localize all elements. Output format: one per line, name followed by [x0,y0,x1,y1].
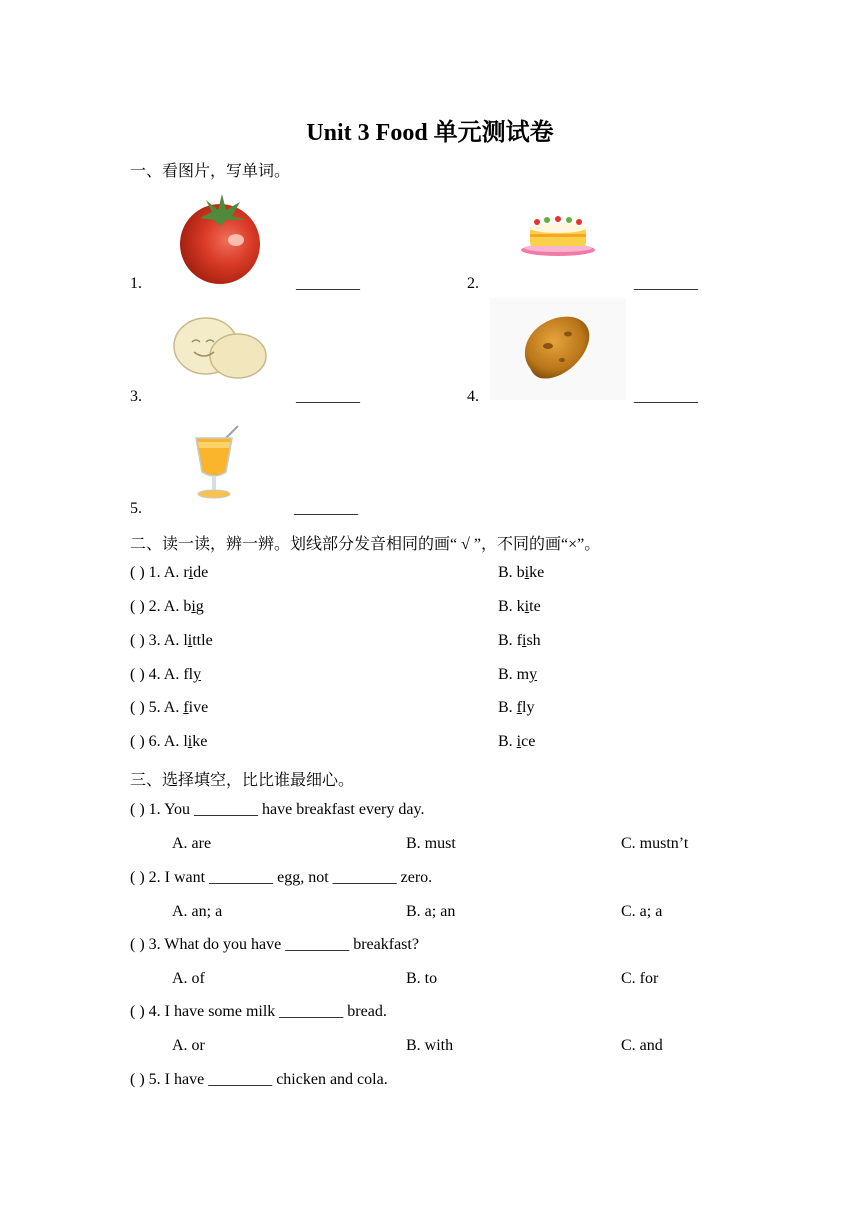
word-b-underlined: i [522,632,527,649]
question-3-option-c: C. for [621,970,659,987]
item-1-blank[interactable]: ________ [296,275,360,292]
phonics-row-6-b [498,733,535,751]
word-a-underlined: y [193,666,202,683]
item-3-blank[interactable]: ________ [296,388,360,405]
question-2-option-a: A. an; a [172,903,223,920]
phonics-prefix: ( ) 6. A. [130,733,184,750]
word-b-underlined: f [516,699,522,716]
item-3-number: 3. [130,388,142,405]
phonics-row-6-a [130,733,207,751]
phonics-prefix: ( ) 1. A. [130,564,184,581]
question-4: ( ) 4. I have some milk ________ bread. [130,1003,387,1020]
option-b-label: B. [498,632,517,649]
phonics-prefix: ( ) 4. A. [130,666,184,683]
word-b-underlined: i [524,564,530,581]
word-a-end: de [193,564,209,581]
phonics-prefix: ( ) 2. A. [130,598,184,615]
word-b-start: b [516,564,525,581]
option-b-label: B. [498,564,517,581]
option-b-label: B. [498,666,517,683]
word-a-underlined: i [188,564,194,581]
phonics-row-4-b [498,666,537,684]
word-a-end: ive [188,699,209,716]
word-a-start: r [183,564,189,581]
word-a-start: fl [183,666,194,683]
item-2-number: 2. [467,275,479,292]
phonics-row-5-b [498,699,534,717]
section1-heading: 一、看图片，写单词。 [130,163,291,180]
item-5-blank[interactable]: ________ [294,500,358,517]
word-a-underlined: f [183,699,189,716]
word-a-start: b [183,598,192,615]
question-3-option-a: A. of [172,970,205,987]
question-2-option-c: C. a; a [621,903,663,920]
word-a-underlined: i [187,733,193,750]
item-2-blank[interactable]: ________ [634,275,698,292]
option-b-label: B. [498,733,517,750]
tomato-icon [176,190,264,286]
cake-icon [519,210,597,258]
phonics-row-2-a [130,598,204,616]
question-1-option-b: B. must [406,835,456,852]
question-5: ( ) 5. I have ________ chicken and cola. [130,1071,388,1088]
juice-icon [192,424,242,500]
item-4-blank[interactable]: ________ [634,388,698,405]
word-b-end: ke [529,564,545,581]
word-b-end: ly [522,699,535,716]
word-a-start: l [183,733,188,750]
question-1: ( ) 1. You ________ have breakfast every day. [130,801,425,818]
word-b-start: m [516,666,530,683]
word-a-end: ttle [192,632,213,649]
phonics-row-1-b [498,564,544,582]
option-b-label: B. [498,699,517,716]
question-1-option-c: C. mustn’t [621,835,689,852]
word-a-underlined: i [187,632,193,649]
word-a-end: ke [192,733,208,750]
word-b-underlined: i [516,733,522,750]
potato-icon [518,312,594,384]
word-b-start: k [516,598,525,615]
option-b-label: B. [498,598,517,615]
word-b-underlined: i [524,598,530,615]
phonics-row-1-a [130,564,208,582]
word-a-start: l [183,632,188,649]
question-3-option-b: B. to [406,970,438,987]
question-3: ( ) 3. What do you have ________ breakfast? [130,936,419,953]
word-b-underlined: y [529,666,538,683]
phonics-row-4-a [130,666,201,684]
question-1-option-a: A. are [172,835,212,852]
word-b-end: te [529,598,541,615]
phonics-row-5-a [130,699,208,717]
phonics-row-3-a [130,632,213,650]
phonics-prefix: ( ) 5. A. [130,699,184,716]
question-4-option-a: A. or [172,1037,205,1054]
section3-heading: 三、选择填空，比比谁最细心。 [130,772,355,789]
item-4-number: 4. [467,388,479,405]
question-2-option-b: B. a; an [406,903,456,920]
phonics-row-2-b [498,598,541,616]
eggs-icon [172,316,268,380]
question-4-option-c: C. and [621,1037,663,1054]
item-1-number: 1. [130,275,142,292]
word-a-end: g [195,598,204,615]
word-b-end: ce [521,733,536,750]
question-2: ( ) 2. I want ________ egg, not ________ zero. [130,869,433,886]
word-b-start: f [516,632,522,649]
phonics-row-3-b [498,632,541,650]
section2-heading: 二、读一读，辨一辨。划线部分发音相同的画“ √ ”，不同的画“×”。 [130,536,601,553]
item-5-number: 5. [130,500,142,517]
question-4-option-b: B. with [406,1037,454,1054]
word-b-end: sh [526,632,541,649]
phonics-prefix: ( ) 3. A. [130,632,184,649]
word-a-underlined: i [191,598,196,615]
page-title: Unit 3 Food 单元测试卷 [306,120,554,146]
